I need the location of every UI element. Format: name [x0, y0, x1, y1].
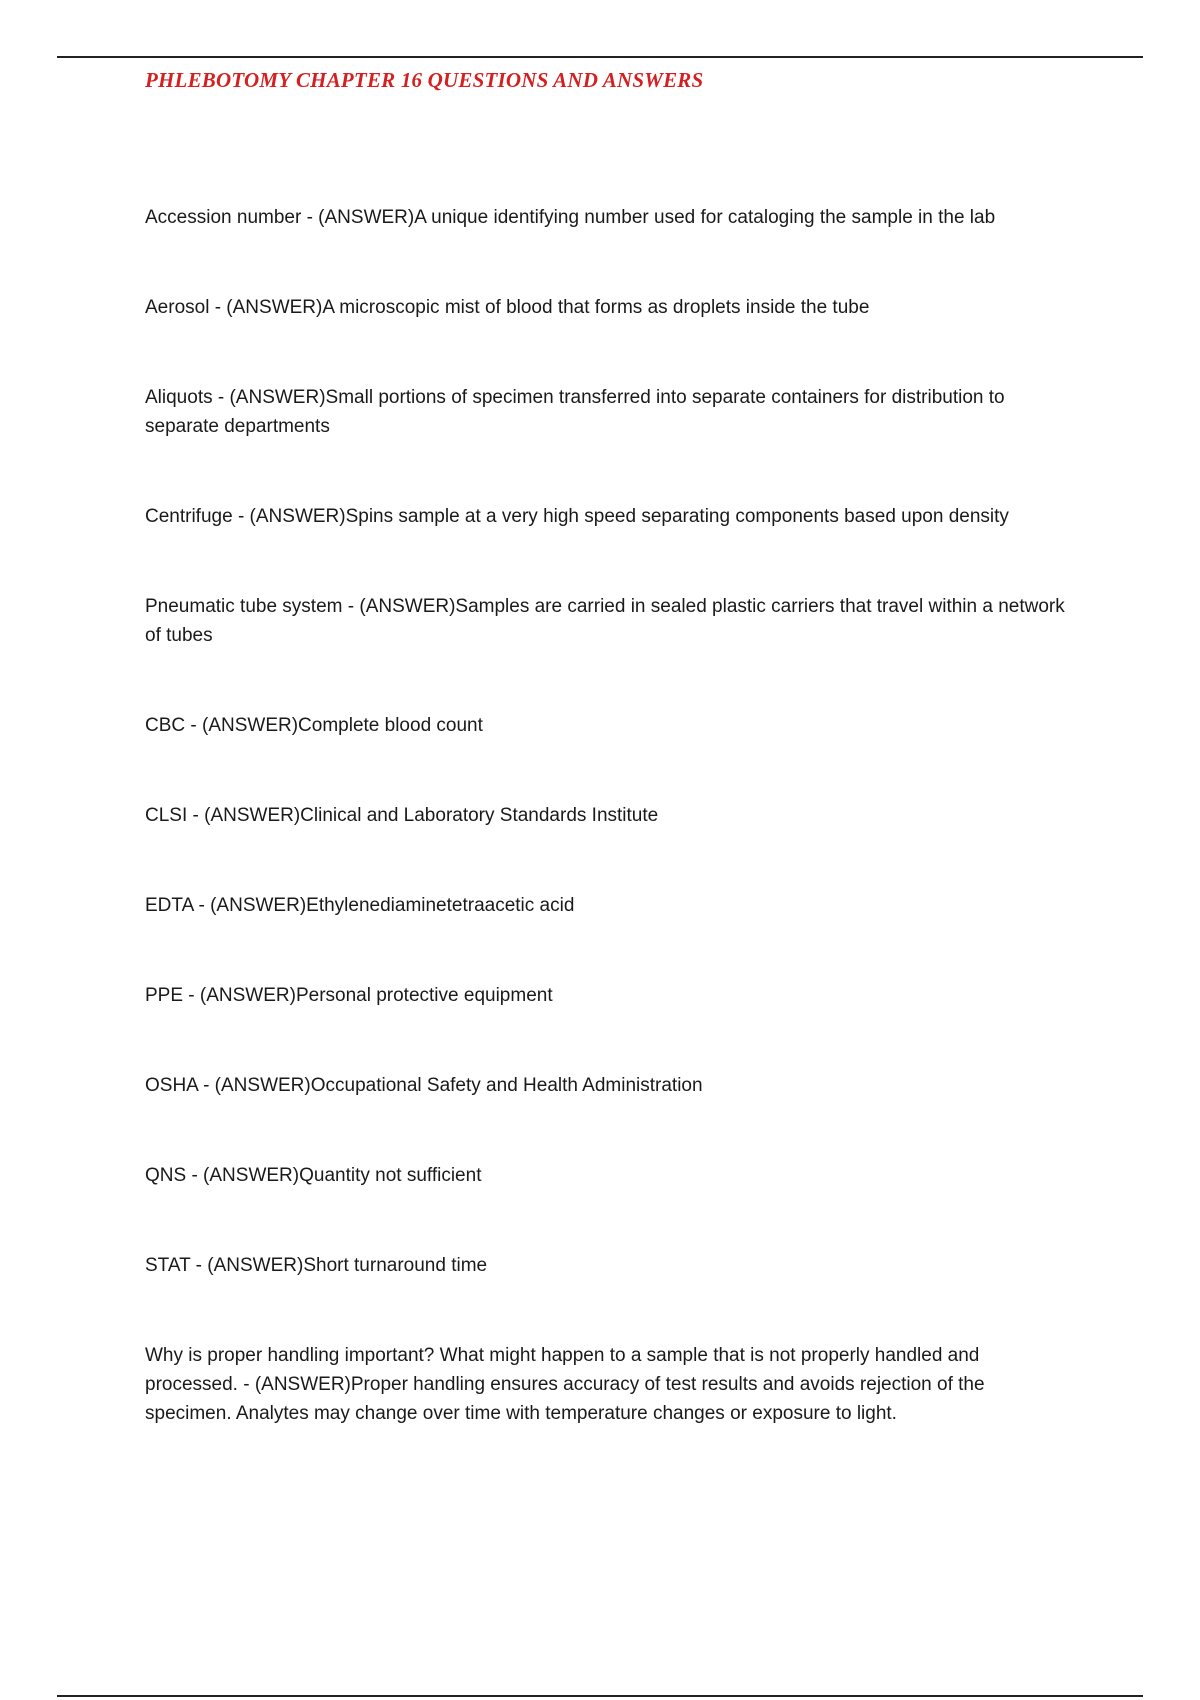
qa-item-osha: OSHA - (ANSWER)Occupational Safety and Health Administration [145, 1075, 703, 1096]
qa-item-cbc: CBC - (ANSWER)Complete blood count [145, 715, 483, 736]
qa-item-ppe: PPE - (ANSWER)Personal protective equipment [145, 985, 553, 1006]
qa-item-aerosol: Aerosol - (ANSWER)A microscopic mist of blood that forms as droplets inside the tube [145, 297, 870, 318]
qa-item-aliquots: Aliquots - (ANSWER)Small portions of specimen transferred into separate containers for distribution to separate departments [145, 387, 1005, 437]
qa-item-stat: STAT - (ANSWER)Short turnaround time [145, 1255, 488, 1276]
top-rule [57, 56, 1143, 58]
qa-item-qns: QNS - (ANSWER)Quantity not sufficient [145, 1165, 482, 1186]
document-title: PHLEBOTOMY CHAPTER 16 QUESTIONS AND ANSWERS [145, 68, 704, 92]
qa-item-centrifuge: Centrifuge - (ANSWER)Spins sample at a very high speed separating components based upon density [145, 506, 1009, 527]
qa-item-proper-handling: Why is proper handling important? What might happen to a sample that is not properly handled and processed. - (ANSWER)Proper handling ensures accuracy of test results and avoids rejection of the specimen. Analytes may change over time with temperature changes or exposure to light. [145, 1345, 985, 1424]
qa-item-edta: EDTA - (ANSWER)Ethylenediaminetetraacetic acid [145, 895, 575, 916]
qa-item-accession-number: Accession number - (ANSWER)A unique identifying number used for cataloging the sample in the lab [145, 207, 996, 228]
qa-list [145, 203, 1075, 1489]
qa-item-pneumatic-tube-system: Pneumatic tube system - (ANSWER)Samples are carried in sealed plastic carriers that travel within a network of tubes [145, 596, 1065, 646]
qa-item-clsi: CLSI - (ANSWER)Clinical and Laboratory Standards Institute [145, 805, 659, 826]
bottom-rule [57, 1695, 1143, 1697]
